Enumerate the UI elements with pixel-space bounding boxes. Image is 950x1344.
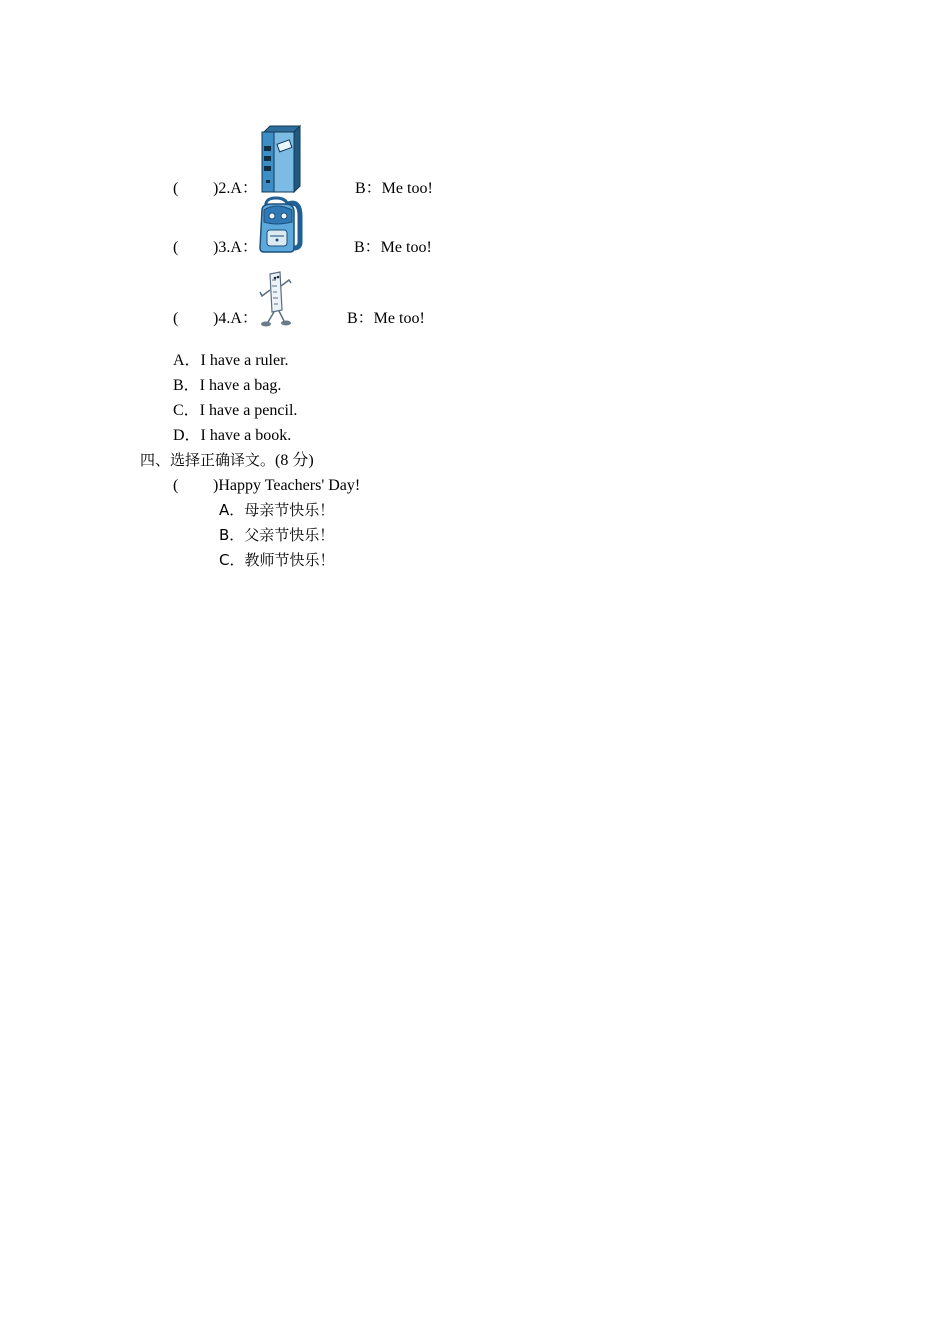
answer-option-a: A．I have a ruler. — [173, 352, 289, 369]
response-text: B：Me too! — [355, 180, 433, 197]
answer-paren: ( — [173, 239, 179, 256]
book-icon — [256, 124, 304, 196]
answer-paren: ( — [173, 477, 179, 494]
answer-option-c: C．I have a pencil. — [173, 402, 298, 419]
question-stem: )2.A： — [213, 180, 258, 197]
section-heading — [140, 451, 314, 470]
section-points: (8 分) — [275, 452, 314, 469]
question-stem: )4.A： — [213, 310, 258, 327]
question-stem: )Happy Teachers' Day! — [213, 477, 361, 494]
section-heading-text: 四、选择正确译文。 — [140, 451, 276, 469]
answer-option-d: D．I have a book. — [173, 427, 292, 444]
answer-paren: ( — [173, 180, 179, 197]
backpack-icon — [256, 196, 306, 256]
response-text: B：Me too! — [354, 239, 432, 256]
answer-option-b: B．I have a bag. — [173, 377, 282, 394]
question-stem: )3.A： — [213, 239, 258, 256]
response-text: B：Me too! — [347, 310, 425, 327]
translation-option-b: B．父亲节快乐！ — [219, 526, 335, 544]
translation-option-a: A．母亲节快乐！ — [219, 501, 335, 519]
translation-option-c: C．教师节快乐！ — [219, 551, 335, 569]
ruler-character-icon — [256, 270, 296, 328]
answer-paren: ( — [173, 310, 179, 327]
